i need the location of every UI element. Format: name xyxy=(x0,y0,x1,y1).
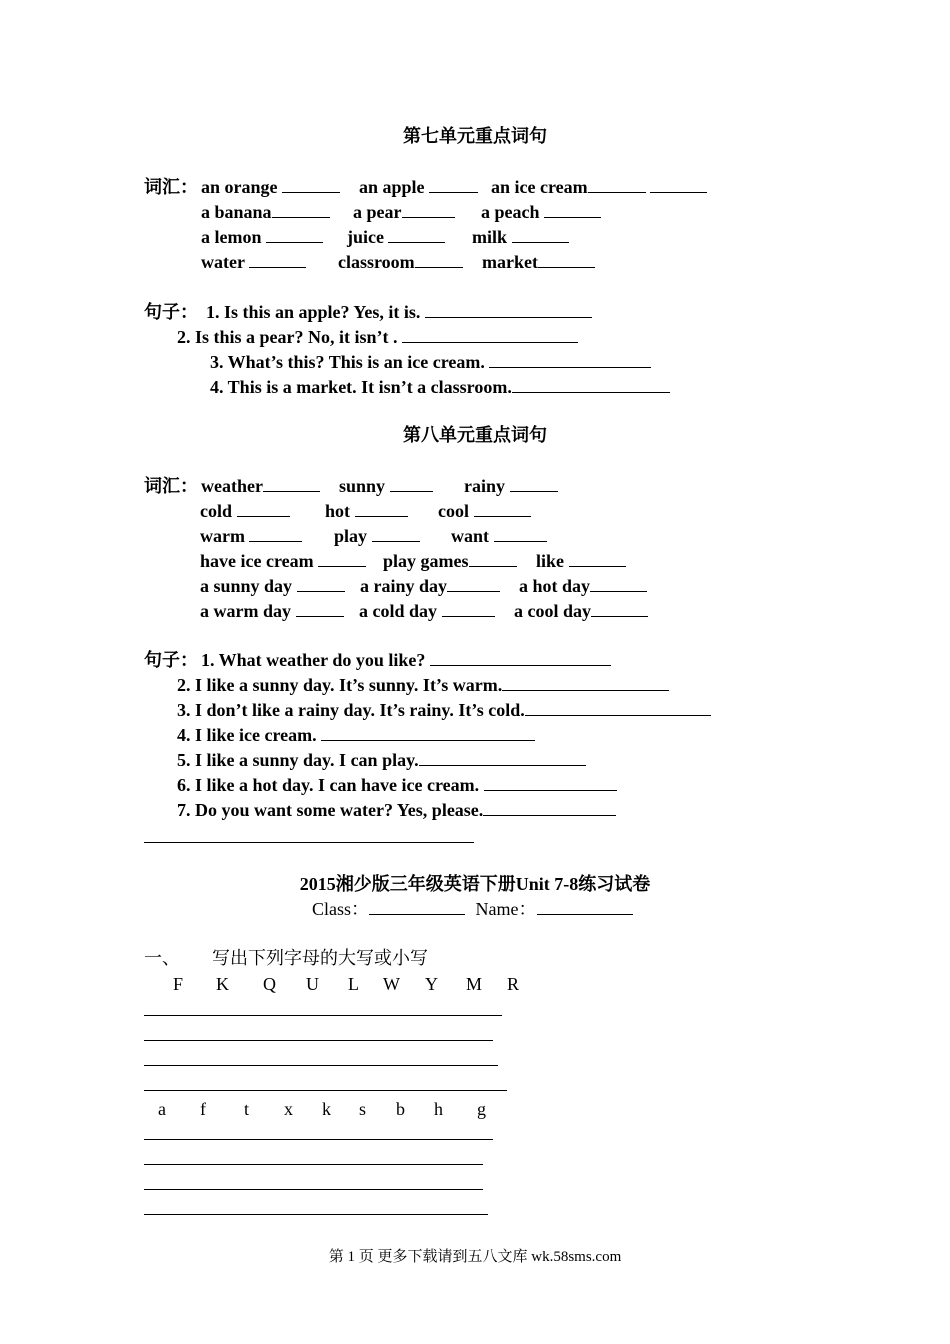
vocab-item: a pear xyxy=(353,201,455,223)
vocab-item: a cold day xyxy=(359,600,495,622)
answer-line xyxy=(144,842,474,843)
vocab-item: water xyxy=(201,251,306,273)
letter: k xyxy=(322,1099,331,1119)
letter: t xyxy=(244,1099,250,1119)
vocab-item: juice xyxy=(347,226,445,248)
vocab-item: an ice cream xyxy=(491,176,707,198)
letter: g xyxy=(477,1099,486,1119)
answer-line xyxy=(144,1015,502,1016)
vocab-item: a hot day xyxy=(519,575,647,597)
letter: Q xyxy=(263,974,276,994)
sentence-line: 2. I like a sunny day. It’s sunny. It’s warm. xyxy=(177,674,669,696)
sentence-line: 7. Do you want some water? Yes, please. xyxy=(177,799,616,821)
sentence-line: 1. Is this an apple? Yes, it is. xyxy=(206,301,592,323)
letter: h xyxy=(434,1099,443,1119)
letter: s xyxy=(359,1099,367,1119)
answer-line xyxy=(144,1040,493,1041)
vocab-item: a sunny day xyxy=(200,575,345,597)
vocab-item: like xyxy=(536,550,626,572)
answer-line xyxy=(144,1090,507,1091)
vocab-item: want xyxy=(451,525,547,547)
vocab-item: play games xyxy=(383,550,517,572)
vocab-item: a lemon xyxy=(201,226,323,248)
page-footer: 第 1 页 更多下载请到五八文库 wk.58sms.com xyxy=(328,1249,622,1265)
sentence-line: 5. I like a sunny day. I can play. xyxy=(177,749,586,771)
answer-line xyxy=(144,1065,498,1066)
vocab-item: a peach xyxy=(481,201,601,223)
section1-number: 一、 xyxy=(144,948,180,968)
vocab-item: cool xyxy=(438,500,531,522)
answer-line xyxy=(144,1164,483,1165)
letter: F xyxy=(173,974,184,994)
letter: Y xyxy=(425,974,438,994)
vocab-item: classroom xyxy=(338,251,463,273)
class-label: Class： xyxy=(312,899,370,919)
unit7-vocab-label: 词汇： xyxy=(144,177,198,197)
answer-line xyxy=(144,1139,493,1140)
vocab-item: cold xyxy=(200,500,290,522)
class-name-line xyxy=(312,898,633,920)
vocab-item: a warm day xyxy=(200,600,344,622)
letter: M xyxy=(466,974,483,994)
sentence-line: 1. What weather do you like? xyxy=(201,649,611,671)
unit8-vocab-label: 词汇： xyxy=(144,476,198,496)
section1-title: 写出下列字母的大写或小写 xyxy=(212,948,428,968)
letter: a xyxy=(158,1099,166,1119)
vocab-item: milk xyxy=(472,226,569,248)
answer-line xyxy=(144,1189,483,1190)
sentence-line: 3. What’s this? This is an ice cream. xyxy=(210,351,651,373)
unit8-title: 第八单元重点词句 xyxy=(403,425,547,445)
letter: L xyxy=(348,974,359,994)
letter: x xyxy=(284,1099,293,1119)
sentence-line: 6. I like a hot day. I can have ice cream. xyxy=(177,774,617,796)
vocab-item: a rainy day xyxy=(360,575,500,597)
name-field[interactable] xyxy=(537,899,633,915)
letter: W xyxy=(383,974,400,994)
letter: K xyxy=(216,974,229,994)
sentence-line: 3. I don’t like a rainy day. It’s rainy. It’s cold. xyxy=(177,699,711,721)
letter: U xyxy=(306,974,319,994)
sentence-line: 4. I like ice cream. xyxy=(177,724,535,746)
sentence-line: 2. Is this a pear? No, it isn’t . xyxy=(177,326,578,348)
vocab-item: a banana xyxy=(201,201,330,223)
vocab-item: sunny xyxy=(339,475,433,497)
vocab-item: an apple xyxy=(359,176,478,198)
vocab-item: play xyxy=(334,525,420,547)
vocab-item: a cool day xyxy=(514,600,648,622)
answer-line xyxy=(144,1214,488,1215)
vocab-item: rainy xyxy=(464,475,558,497)
exam-title: 2015湘少版三年级英语下册Unit 7-8练习试卷 xyxy=(299,874,651,894)
vocab-item: have ice cream xyxy=(200,550,366,572)
vocab-item: an orange xyxy=(201,176,340,198)
class-field[interactable] xyxy=(369,899,465,915)
name-label: Name： xyxy=(475,899,537,919)
vocab-item: hot xyxy=(325,500,408,522)
sentence-line: 4. This is a market. It isn’t a classroom. xyxy=(210,376,670,398)
unit8-sentence-label: 句子： xyxy=(144,650,198,670)
letter: R xyxy=(507,974,520,994)
vocab-item: warm xyxy=(200,525,302,547)
letter: f xyxy=(200,1099,206,1119)
unit7-title: 第七单元重点词句 xyxy=(403,126,547,146)
vocab-item: weather xyxy=(201,475,320,497)
unit7-sentence-label: 句子： xyxy=(144,302,198,322)
letter: b xyxy=(396,1099,405,1119)
vocab-item: market xyxy=(482,251,595,273)
